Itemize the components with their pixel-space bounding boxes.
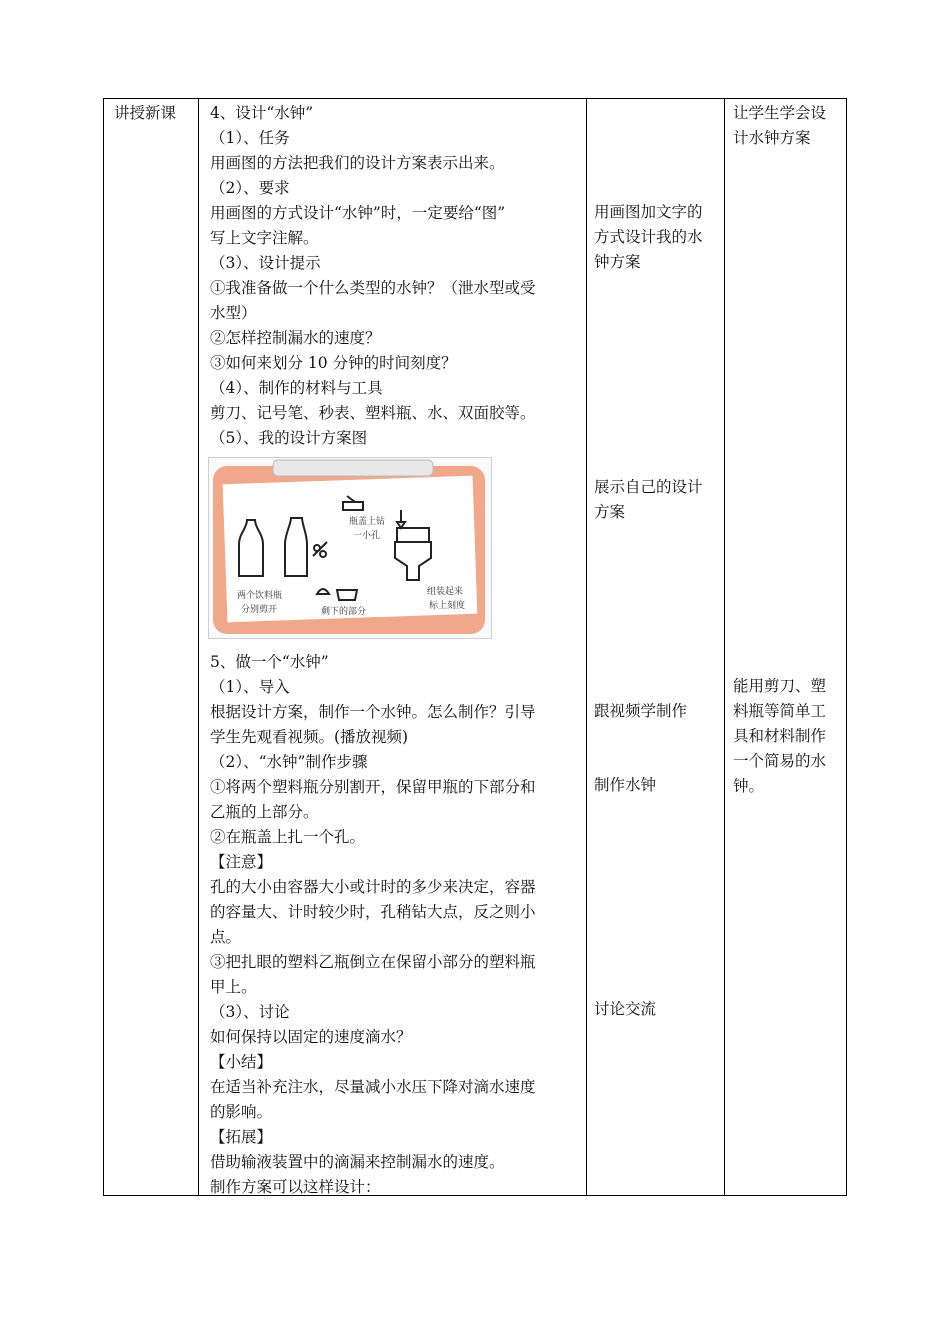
content-line: （4）、制作的材料与工具 (210, 379, 383, 397)
student-activity-line: 用画图加文字的 (594, 203, 703, 221)
sketch-caption-4b: 标上刻度 (429, 601, 466, 611)
goal-line: 钟。 (733, 777, 765, 795)
clipboard-clip (273, 460, 433, 476)
goal-line: 一个简易的水 (733, 752, 827, 770)
goal-line: 计水钟方案 (733, 129, 811, 147)
content-line: 甲上。 (210, 978, 257, 996)
stage-label: 讲授新课 (114, 104, 177, 122)
content-line: （5）、我的设计方案图 (210, 429, 368, 447)
goal-line: 让学生学会设 (733, 104, 827, 122)
content-line: 乙瓶的上部分。 (210, 803, 319, 821)
student-activity-line: 跟视频学制作 (594, 702, 688, 720)
sketch-caption-1b: 分别剪开 (241, 605, 278, 615)
student-activity-line: 展示自己的设计 (594, 478, 703, 496)
content-line: 【拓展】 (210, 1128, 273, 1146)
content-line: 写上文字注解。 (210, 229, 319, 247)
content-line: 点。 (210, 928, 242, 946)
student-activity-line: 讨论交流 (594, 1000, 657, 1018)
content-line: 的容量大、计时较少时，孔稍钻大点，反之则小 (210, 903, 536, 921)
content-line: 用画图的方式设计“水钟”时，一定要给“图” (210, 204, 506, 222)
sketch-caption-1a: 两个饮料瓶 (237, 591, 283, 601)
content-line: 孔的大小由容器大小或计时的多少来决定，容器 (210, 878, 536, 896)
lesson-table (103, 98, 847, 1196)
content-line: 根据设计方案，制作一个水钟。怎么制作？引导 (210, 703, 536, 721)
content-line: 如何保持以固定的速度滴水？ (210, 1028, 412, 1046)
design-sketch-image (208, 457, 492, 639)
content-line: （2）、“水钟”制作步骤 (210, 753, 368, 771)
content-line: 学生先观看视频。(播放视频) (210, 728, 409, 746)
student-activity-line: 方式设计我的水 (594, 228, 703, 246)
content-line: 在适当补充注水，尽量减小水压下降对滴水速度 (210, 1078, 536, 1096)
column-divider-3 (724, 99, 725, 1195)
sketch-caption-2: 剩下的部分 (321, 607, 367, 617)
content-line: 4、设计“水钟” (210, 104, 314, 122)
content-line: （1）、导入 (210, 678, 290, 696)
content-line: 水型） (210, 304, 257, 322)
column-divider-2 (586, 99, 587, 1195)
student-activity-line: 方案 (594, 503, 626, 521)
content-line: ①我准备做一个什么类型的水钟？（泄水型或受 (210, 279, 536, 297)
content-line: （1）、任务 (210, 129, 290, 147)
content-line: ②怎样控制漏水的速度？ (210, 329, 381, 347)
content-line: （2）、要求 (210, 179, 290, 197)
content-line: ①将两个塑料瓶分别割开，保留甲瓶的下部分和 (210, 778, 536, 796)
goal-line: 能用剪刀、塑 (733, 677, 827, 695)
content-line: 【小结】 (210, 1053, 273, 1071)
content-line: 借助输液装置中的滴漏来控制漏水的速度。 (210, 1153, 505, 1171)
sketch-caption-3a: 瓶盖上钻 (349, 517, 386, 527)
content-line: 5、做一个“水钟” (210, 653, 329, 671)
content-line: 制作方案可以这样设计： (210, 1178, 381, 1196)
content-line: ③把扎眼的塑料乙瓶倒立在保留小部分的塑料瓶 (210, 953, 536, 971)
water-clock-sketch (209, 458, 491, 638)
student-activity-line: 制作水钟 (594, 776, 657, 794)
content-line: 【注意】 (210, 853, 273, 871)
content-line: 剪刀、记号笔、秒表、塑料瓶、水、双面胶等。 (210, 404, 536, 422)
sketch-caption-3b: 一小孔 (353, 531, 381, 541)
content-line: 用画图的方法把我们的设计方案表示出来。 (210, 154, 505, 172)
goal-line: 具和材料制作 (733, 727, 827, 745)
content-line: （3）、设计提示 (210, 254, 321, 272)
content-line: 的影响。 (210, 1103, 273, 1121)
goal-line: 料瓶等简单工 (733, 702, 827, 720)
content-line: ③如何来划分 10 分钟的时间刻度？ (210, 354, 457, 372)
column-divider-1 (198, 99, 199, 1195)
sketch-caption-4a: 组装起来 (427, 587, 464, 597)
content-line: （3）、讨论 (210, 1003, 290, 1021)
content-line: ②在瓶盖上扎一个孔。 (210, 828, 366, 846)
student-activity-line: 钟方案 (594, 253, 641, 271)
